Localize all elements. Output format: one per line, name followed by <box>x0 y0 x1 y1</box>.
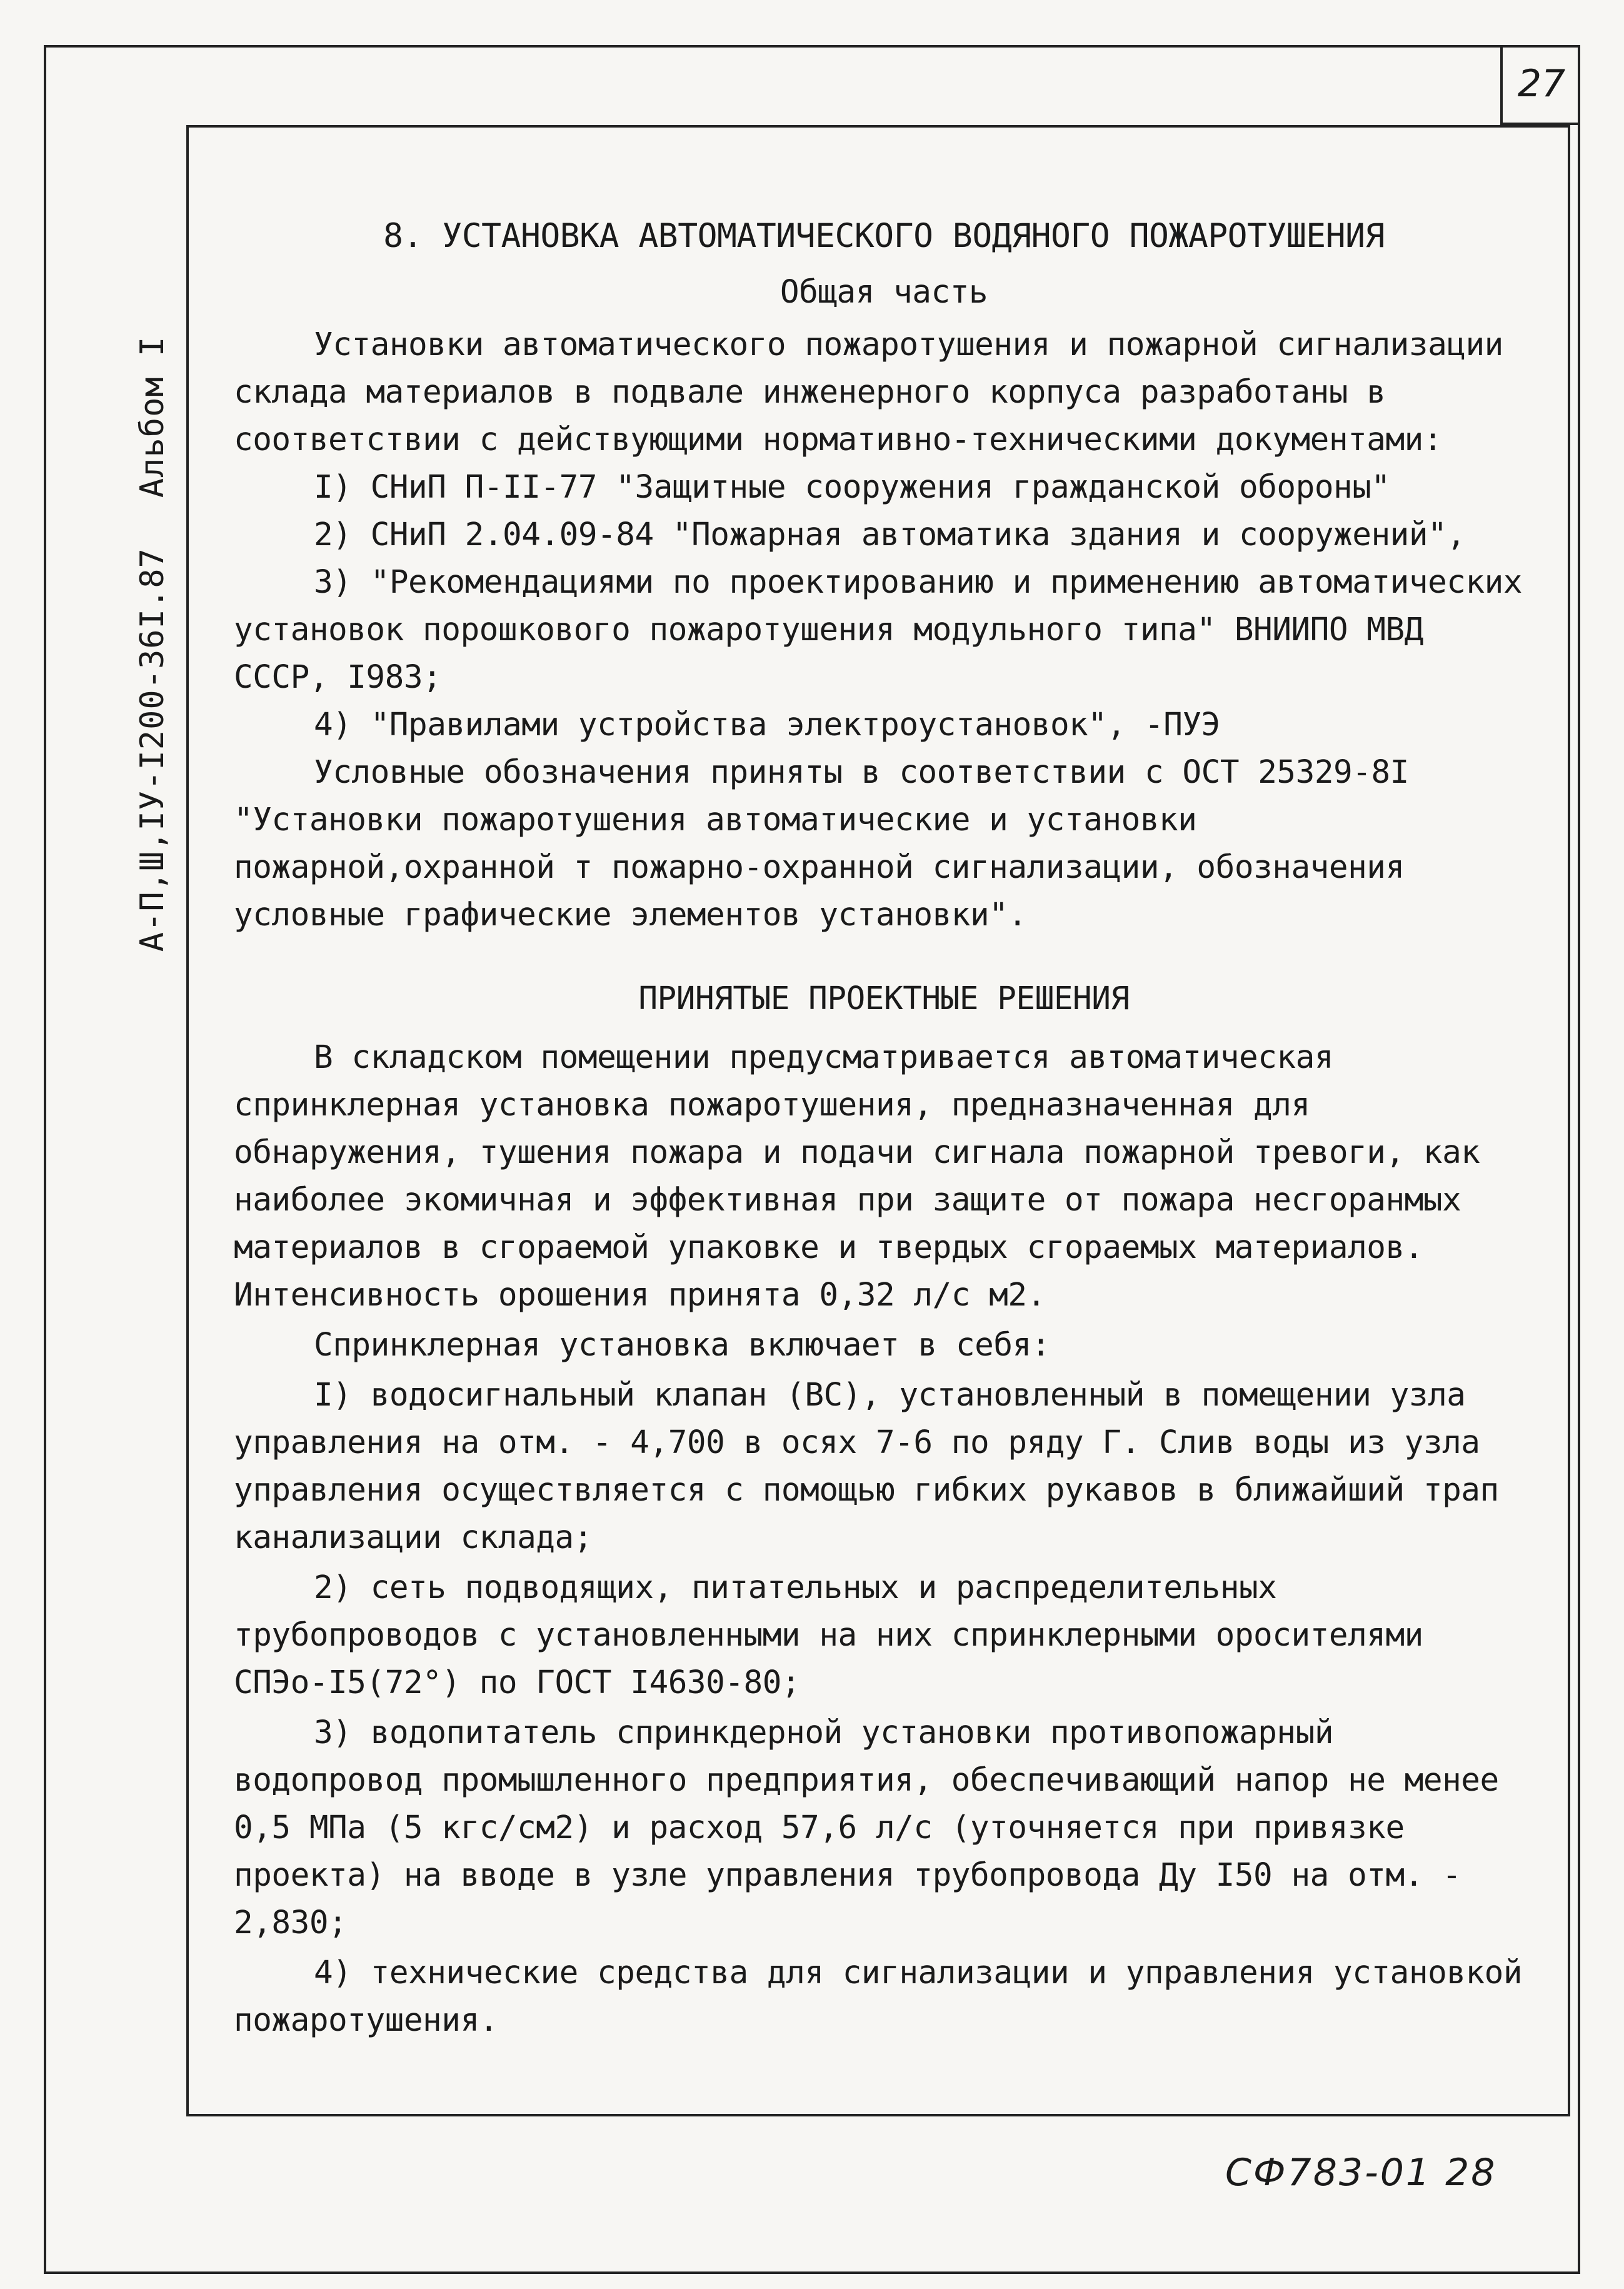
doc-item-3: 3) "Рекомендациями по проектированию и применению автоматических установок порошкового пожаротушения модульного типа" ВНИИПО МВД СССР, I983; <box>234 564 1523 696</box>
side-label <box>134 336 171 952</box>
document-code: А-П,Ш,IУ-I200-36I.87 <box>134 548 171 952</box>
document-body <box>234 213 1534 2045</box>
page-number: 27 <box>1500 45 1580 125</box>
doc-item-1: I) СНиП П-II-77 "Защитные сооружения гражданской обороны" <box>314 469 1390 506</box>
sheet-stamp: СФ783-01 28 <box>1225 2151 1497 2195</box>
doc-item-2: 2) СНиП 2.04.09-84 "Пожарная автоматика здания и сооружений", <box>314 516 1466 553</box>
subheading: Общая часть <box>779 274 988 311</box>
include-item-1: I) водосигнальный клапан (ВС), установленный в помещении узла управления на отм. - 4,700 в осях 7-6 по ряду Г. Слив воды из узла управления осуществляется с помощью гибких рукавов в ближайший трап канализации склада; <box>234 1377 1499 1556</box>
section-heading: 8. УСТАНОВКА АВТОМАТИЧЕСКОГО ВОДЯНОГО ПОЖАРОТУШЕНИЯ <box>383 217 1385 255</box>
include-item-3: 3) водопитатель спринкдерной установки противопожарный водопровод промышленного предприятия, обеспечивающий напор не менее 0,5 МПа (5 кгс/см2) и расход 57,6 л/с (уточняется при привязке проекта) на вводе в узле управления трубопровода Ду I50 на отм. - 2,830; <box>234 1714 1499 1941</box>
includes-intro: Спринклерная установка включает в себя: <box>314 1327 1050 1364</box>
section-title: ПРИНЯТЫЕ ПРОЕКТНЫЕ РЕШЕНИЯ <box>638 980 1130 1017</box>
solution-paragraph: В складском помещении предусматривается автоматическая спринклерная установка пожаротушения, предназначенная для обнаружения, тушения пожара и подачи сигнала пожарной тревоги, как наиболее экомичная и эффективная при защите от пожара несгоранмых материалов в сгораемой упаковке и твердых сгораемых материалов. Интенсивность орошения принята 0,32 л/с м2. <box>234 1039 1480 1314</box>
include-item-2: 2) сеть подводящих, питательных и распределительных трубопроводов с установленными на них спринклерными оросителями СПЭо-I5(72°) по ГОСТ I4630-80; <box>234 1569 1423 1701</box>
include-item-4: 4) технические средства для сигнализации и управления установкой пожаротушения. <box>234 1954 1523 2039</box>
intro-paragraph: Установки автоматического пожаротушения и пожарной сигнализации склада материалов в подвале инженерного корпуса разработаны в соответствии с действующими нормативно-техническими документами: <box>234 326 1503 458</box>
album-label: Альбом I <box>134 336 171 498</box>
symbols-paragraph: Условные обозначения приняты в соответствии с ОСТ 25329-8I "Установки пожаротушения автоматические и установки пожарной,охранной т пожарно-охранной сигнализации, обозначения условные графические элементов установки". <box>234 754 1409 933</box>
doc-item-4: 4) "Правилами устройства электроустановок", -ПУЭ <box>314 707 1220 743</box>
